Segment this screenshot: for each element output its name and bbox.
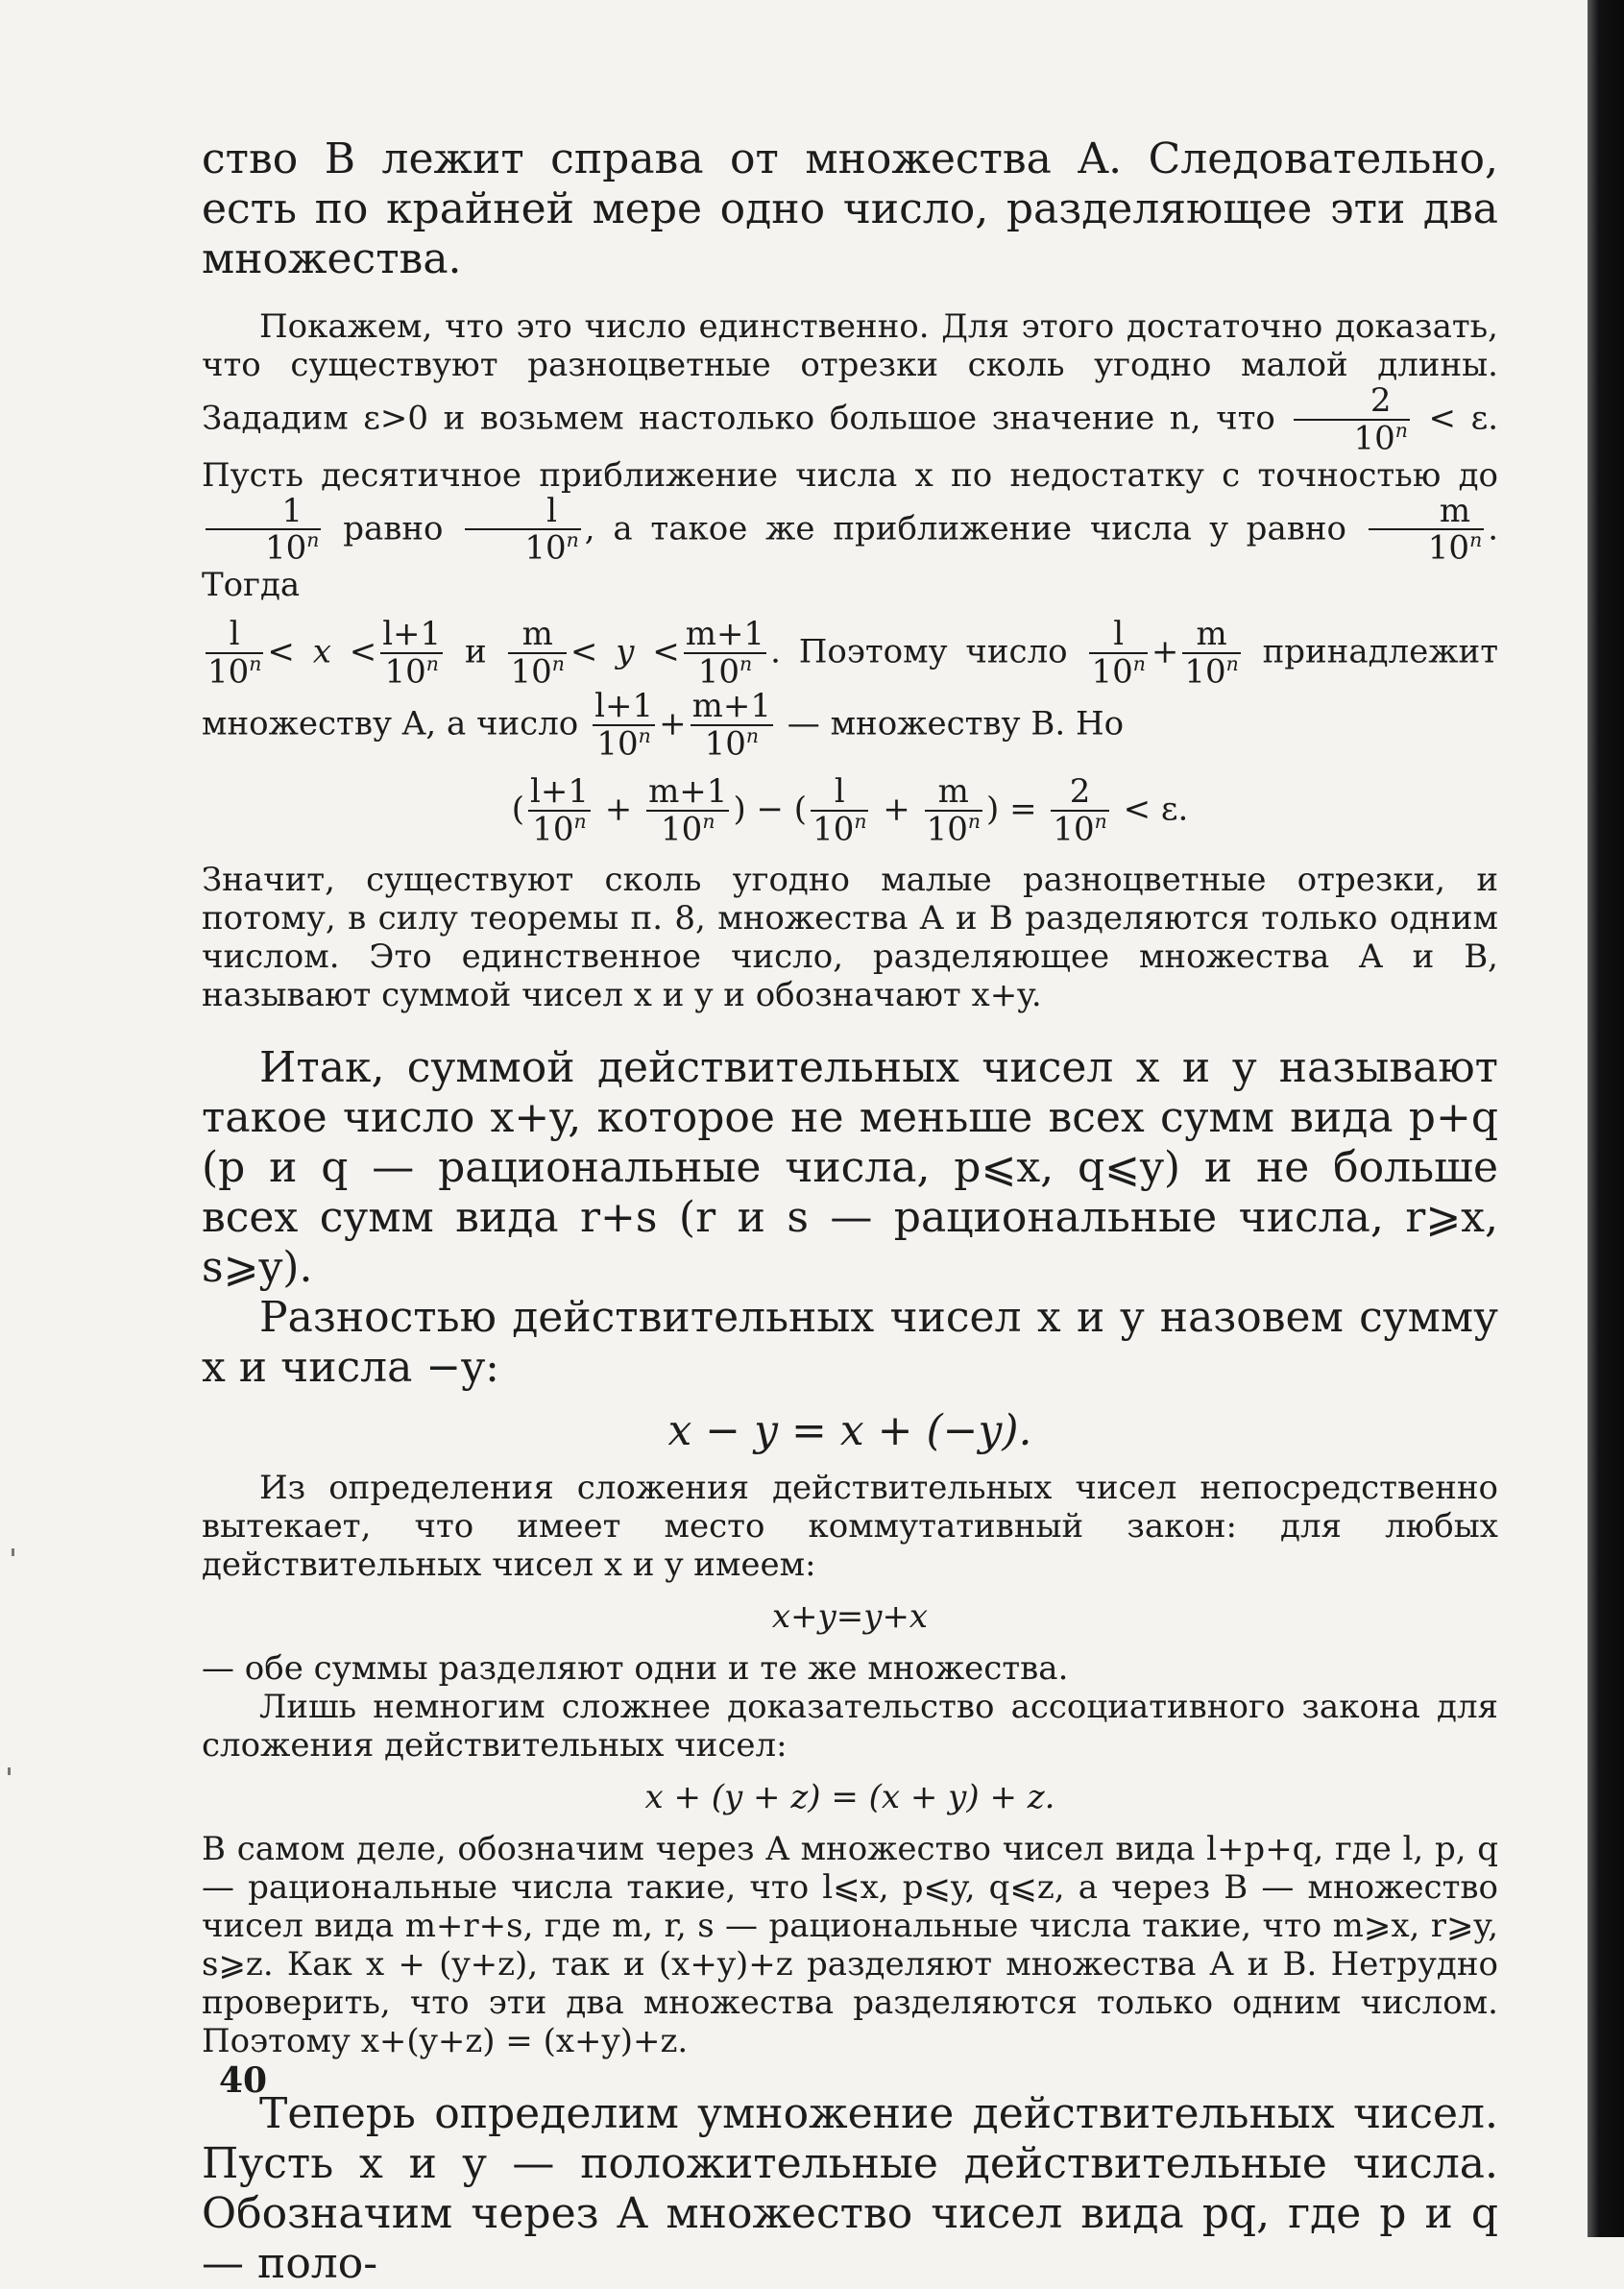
fraction-m1-over-10n [684,615,766,692]
fraction-l1-over-10n [593,687,655,764]
denominator [508,654,566,690]
denominator [1089,654,1147,690]
numerator: 2 [1051,775,1108,812]
numerator: m [508,618,566,654]
page-number: 40 [219,2060,268,2101]
denominator [593,723,655,764]
exponent: n [1394,418,1408,442]
formula-associative [202,1778,1498,1816]
ten: 10 [524,528,567,568]
denominator [206,654,263,690]
numerator: m+1 [691,687,771,726]
text-fragment: Пусть десятичное приближение числа x по недостатку с точностью до [202,455,1498,495]
denominator [691,723,773,764]
text-fragment: Поэтому число [798,632,1068,671]
text-fragment: принадлежит множеству A, а число [202,632,1499,743]
denominator [465,530,580,566]
exponent: n [854,809,867,833]
fraction-l-over-10n [1089,615,1147,692]
book-page [202,134,1498,2289]
ten: 10 [265,528,307,568]
scan-speck [8,1767,11,1775]
fraction-2-over-10n [1051,771,1108,848]
scan-dark-edge [1588,0,1624,2237]
paragraph-associative: Лишь немногим сложнее доказательство ассоциативного закона для сложения действительных чисел: [202,1687,1498,1765]
numerator: l [206,618,263,654]
exponent: n [739,652,753,676]
var-x: x [312,632,331,671]
numerator: 1 [206,495,321,531]
denominator [380,654,443,690]
fraction-l1-over-10n [528,771,591,848]
fraction-2-over-10n [1294,381,1409,458]
text-fragment: Покажем, что это число единственно. Для этого достаточно доказать, что существуют разноцветные отрезки сколь угодно малой длины. Зададим ε>0 и возьмем настолько большое значение n, что [202,307,1498,438]
denominator [206,530,321,566]
numerator: m [1369,495,1484,531]
formula-difference-of-sums: ( $\frac{l+1}{10^n}$ + $\frac{m+1}{10^n}$ ) − ( $\frac{l}{10^n}$ + $\frac{m}{10^n}$ ) = $\frac{2}{10^n}$ < ε. [511,771,1189,848]
ten: 10 [704,724,746,764]
text-fragment: и [465,632,487,671]
denominator [1369,530,1484,566]
less-than-epsilon: < ε. [1123,790,1189,829]
exponent: n [566,528,579,552]
ten: 10 [384,652,426,692]
definition-sum: Итак, суммой действительных чисел x и y называют такое число x+y, которое не меньше всех сумм вида p+q (p и q — рациональные числа, p⩽x, q⩽y) и не больше всех сумм вида r+s (r и s — рациональные числа, r⩾x, s⩾y). [202,1042,1498,1292]
denominator [684,654,766,690]
text-fragment: равно [343,509,444,548]
var-y: y [616,632,635,671]
ten: 10 [812,809,855,848]
denominator [528,809,591,848]
exponent: n [306,528,320,552]
ten: 10 [1184,652,1226,692]
fraction-l-over-10n [465,491,580,568]
numerator: 2 [1294,384,1409,421]
numerator: l [1089,618,1147,654]
denominator [1294,418,1409,458]
scan-speck [12,1548,14,1556]
exponent: n [1225,652,1239,676]
definition-difference: Разностью действительных чисел x и y назовем сумму x и числа −y: [202,1292,1498,1392]
exponent: n [638,723,651,747]
ten: 10 [926,809,968,848]
numerator: l+1 [382,615,442,654]
paragraph-commutative: Из определения сложения действительных чисел непосредственно вытекает, что имеет место коммутативный закон: для любых действительных чисел x и y имеем: [202,1468,1498,1584]
ten: 10 [596,724,639,764]
exponent: n [425,652,439,676]
text-fragment: , а такое же приближение числа y равно [584,509,1346,548]
exponent: n [745,723,759,747]
numerator: m+1 [648,771,728,811]
fraction-m-over-10n [508,615,566,692]
paragraph-commutative-2: — обе суммы разделяют одни и те же множества. [202,1648,1069,1688]
formula-text: x+y=y+x [771,1596,929,1636]
fraction-m-over-10n [1182,615,1240,692]
exponent: n [249,652,262,676]
fraction-l-over-10n [206,615,263,692]
numerator: m+1 [685,615,765,654]
exponent: n [551,652,565,676]
denominator [1182,654,1240,690]
exponent: n [573,809,587,833]
numerator: m [925,775,982,812]
denominator [925,809,982,848]
text-fragment: — множеству B. Но [787,704,1125,743]
formula-text: x − y = x + (−y). [667,1405,1032,1455]
paragraph-conclusion: Значит, существуют сколь угодно малые разноцветные отрезки, и потому, в силу теоремы п. 8, множества A и B разделяются только одним числом. Это единственное число, разделяющее множества A и B, называют суммой чисел x и y и обозначают x+y. [202,860,1498,1014]
paragraph-associative-proof: В самом деле, обозначим через A множество чисел вида l+p+q, где l, p, q — рациональные числа такие, что l⩽x, p⩽y, q⩽z, а через B — множество чисел вида m+r+s, где m, r, s — рациональные числа такие, что m⩾x, r⩾y, s⩾z. Как x + (y+z), так и (x+y)+z разделяют множества A и B. Нетрудно проверить, что эти два множества разделяются только одним числом. Поэтому x+(y+z) = (x+y)+z. [202,1829,1498,2060]
exponent: n [702,809,715,833]
denominator [646,809,729,848]
denominator [811,809,868,848]
ten: 10 [1053,809,1095,848]
fraction-1-over-10n [206,491,321,568]
formula-difference [202,1406,1498,1455]
exponent: n [1469,528,1483,552]
fraction-m-over-10n [1369,491,1484,568]
numerator: l+1 [529,771,589,811]
exponent: n [1094,809,1107,833]
formula-text: x + (y + z) = (x + y) + z. [644,1777,1055,1816]
paragraph-multiplication: Теперь определим умножение действительных чисел. Пусть x и y — положительные действительные числа. Обозначим через A множество чисел вида pq, где p и q — поло- [202,2088,1498,2288]
fraction-m1-over-10n [691,687,773,764]
paragraph-proof-1: Покажем, что это число единственно. Для этого достаточно доказать, что существуют разноцветные отрезки сколь угодно малой длины. Зададим ε>0 и возьмем настолько большое значение n, что $\frac{2}{10^n}$ < ε. Пусть десятичное приближение числа x по недостатку с точностью до $\frac{1}{10^n}$ равно $\frac{l}{10^n}$ , а такое же приближение числа y равно $\frac{m}{10^n}$ . Тогда [202,307,1499,605]
numerator: l [465,495,580,531]
numerator: l [811,775,868,812]
ten: 10 [661,809,703,848]
ten: 10 [1353,419,1395,458]
fraction-m1-over-10n [646,771,729,848]
fraction-l-over-10n [811,771,868,848]
less-than-epsilon: < ε. [1428,399,1499,438]
fraction-m-over-10n [925,771,982,848]
paragraph-intro: ство B лежит справа от множества A. Следовательно, есть по крайней мере одно число, разделяющее эти два множества. [202,134,1498,283]
exponent: n [967,809,981,833]
formula-commutative [202,1597,1498,1636]
numerator: m [1182,618,1240,654]
denominator [1051,809,1108,848]
ten: 10 [510,652,552,692]
fraction-l1-over-10n [380,615,443,692]
ten: 10 [1427,528,1470,568]
numerator: l+1 [594,687,654,726]
exponent: n [1132,652,1146,676]
text-fragment: Тогда [202,566,301,605]
ten: 10 [532,809,574,848]
ten: 10 [1091,652,1133,692]
ten: 10 [697,652,739,692]
paragraph-proof-2: $\frac{l}{10^n}$ < x < $\frac{l+1}{10^n}$ и $\frac{m}{10^n}$ < y < $\frac{m+1}{10^n}$ . Поэтому число $\frac{l}{10^n}$ + $\frac{m}{10^n}$ принадлежит множеству A, а число $\frac{l+1}{10^n}$ + $\frac{m+1}{10^n}$ — множеству B. Но [202,615,1499,764]
ten: 10 [207,652,250,692]
